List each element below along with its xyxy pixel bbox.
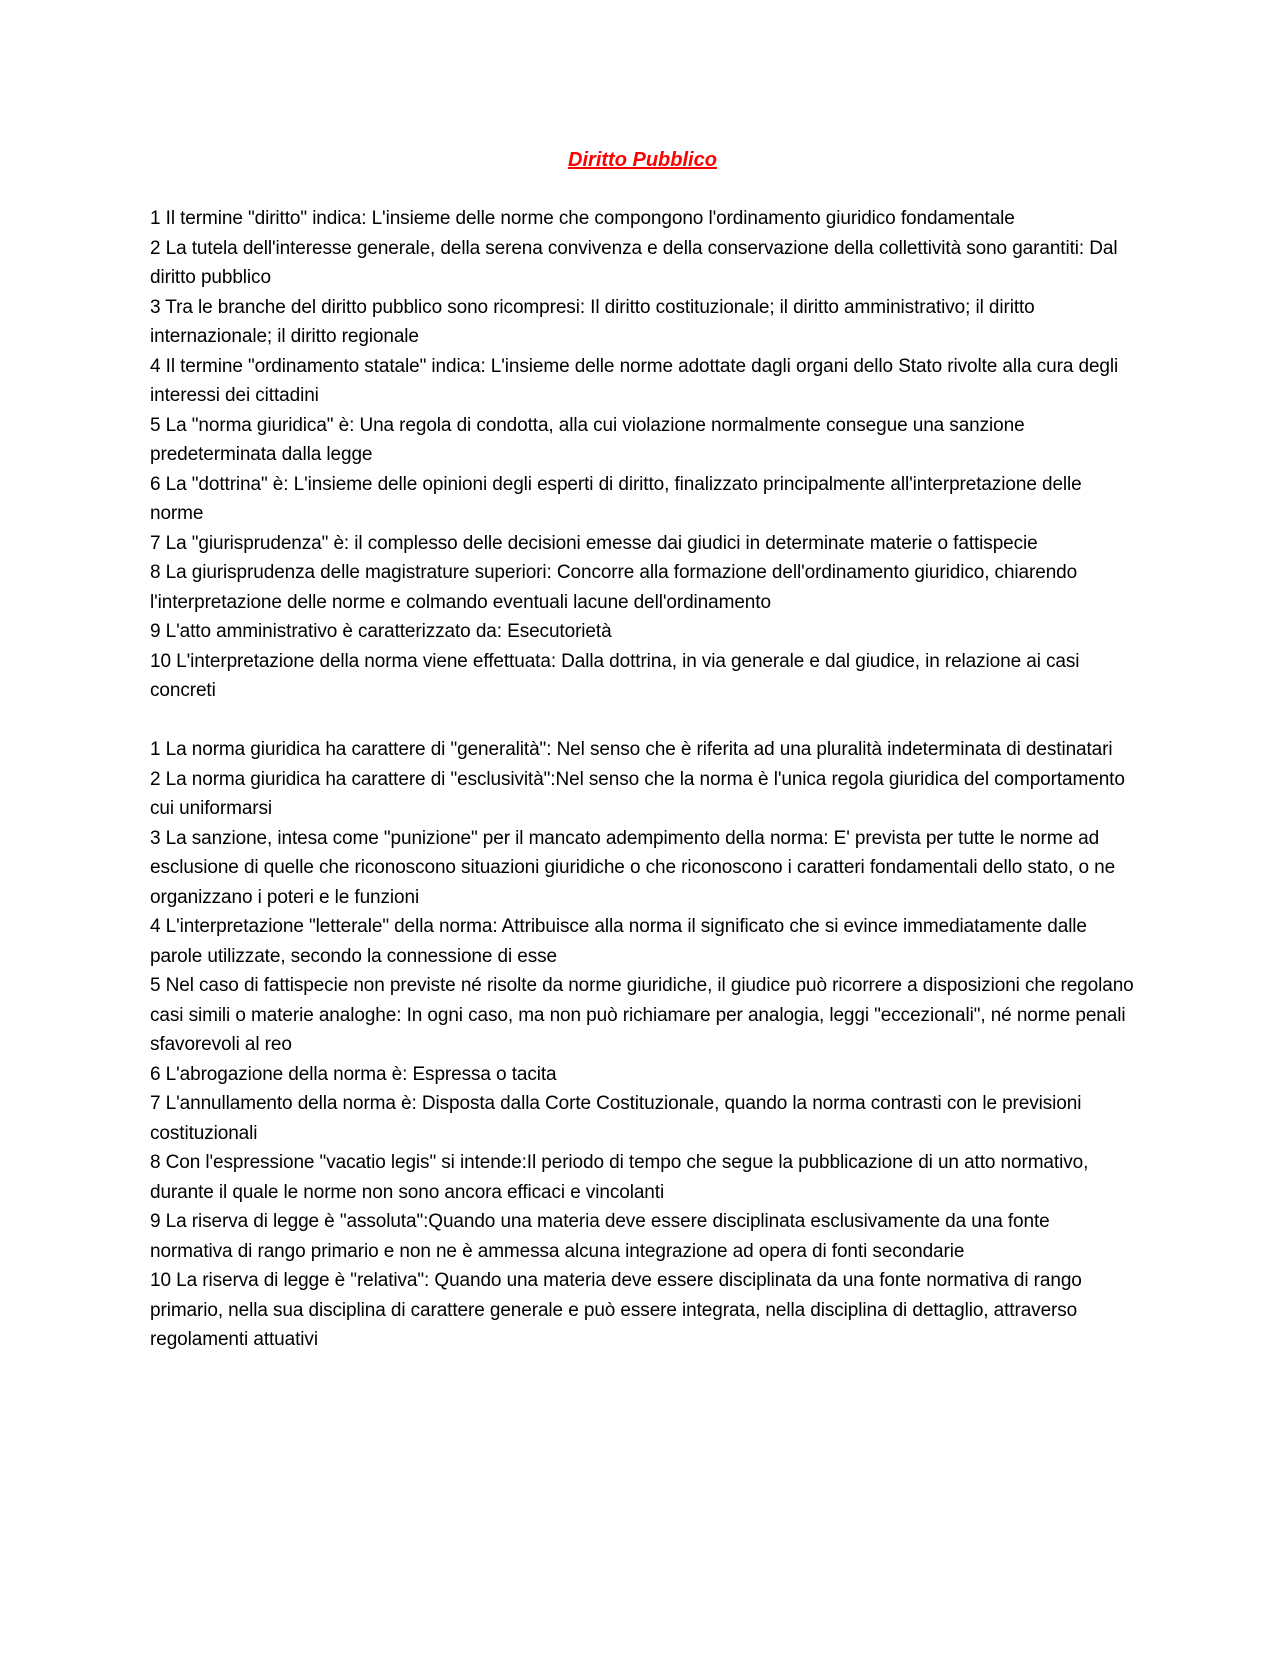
paragraph: 1 La norma giuridica ha carattere di "generalità": Nel senso che è riferita ad una pluralità indeterminata di destinatari bbox=[150, 739, 1113, 760]
paragraph: 5 Nel caso di fattispecie non previste né risolte da norme giuridiche, il giudice può ricorrere a disposizioni che regolano casi simili o materie analoghe: In ogni caso, ma non può richiamare per analogia, leggi "eccezionali", né norme penali sfavorevoli al reo bbox=[150, 975, 1134, 1055]
paragraph: 10 La riserva di legge è "relativa": Quando una materia deve essere disciplinata da una fonte normativa di rango primario, nella sua disciplina di carattere generale e può essere integrata, nella disciplina di dettaglio, attraverso regolamenti attuativi bbox=[150, 1270, 1082, 1350]
paragraph: 8 La giurisprudenza delle magistrature superiori: Concorre alla formazione dell'ordinamento giuridico, chiarendo l'interpretazione delle norme e colmando eventuali lacune dell'ordinamento bbox=[150, 562, 1078, 613]
paragraph: 3 La sanzione, intesa come "punizione" per il mancato adempimento della norma: E' prevista per tutte le norme ad esclusione di quelle che riconoscono situazioni giuridiche o che riconoscono i caratteri fondamentali dello stato, o ne organizzano i poteri e le funzioni bbox=[150, 827, 1116, 908]
paragraph: 7 La "giurisprudenza" è: il complesso delle decisioni emesse dai giudici in determinate materie o fattispecie bbox=[150, 532, 1038, 554]
paragraph: 10 L'interpretazione della norma viene effettuata: Dalla dottrina, in via generale e dal giudice, in relazione ai casi concreti bbox=[150, 650, 1080, 701]
document-page bbox=[150, 148, 1135, 1355]
paragraph: 9 L'atto amministrativo è caratterizzato da: Esecutorietà bbox=[150, 621, 612, 642]
paragraph: 5 La "norma giuridica" è: Una regola di condotta, alla cui violazione normalmente consegue una sanzione predeterminata dalla legge bbox=[150, 414, 1025, 465]
document-title: Diritto Pubblico bbox=[568, 149, 717, 171]
paragraph: 2 La tutela dell'interesse generale, della serena convivenza e della conservazione della collettività sono garantiti: Dal diritto pubblico bbox=[150, 237, 1118, 288]
paragraph: 6 L'abrogazione della norma è: Espressa o tacita bbox=[150, 1063, 557, 1085]
section-2 bbox=[150, 735, 1135, 1355]
section-spacer bbox=[150, 706, 1135, 736]
paragraph: 9 La riserva di legge è "assoluta":Quando una materia deve essere disciplinata esclusivamente da una fonte normativa di rango primario e non ne è ammessa alcuna integrazione ad opera di fonti secondarie bbox=[150, 1211, 1050, 1262]
paragraph: 2 La norma giuridica ha carattere di "esclusività":Nel senso che la norma è l'unica regola giuridica del comportamento cui uniformarsi bbox=[150, 768, 1125, 819]
paragraph: 4 Il termine "ordinamento statale" indica: L'insieme delle norme adottate dagli organi dello Stato rivolte alla cura degli interessi dei cittadini bbox=[150, 355, 1119, 406]
paragraph: 6 La "dottrina" è: L'insieme delle opinioni degli esperti di diritto, finalizzato principalmente all'interpretazione delle norme bbox=[150, 473, 1082, 524]
paragraph: 7 L'annullamento della norma è: Disposta dalla Corte Costituzionale, quando la norma contrasti con le previsioni costituzionali bbox=[150, 1093, 1082, 1144]
paragraph: 4 L'interpretazione "letterale" della norma: Attribuisce alla norma il significato che si evince immediatamente dalle parole utilizzate, secondo la connessione di esse bbox=[150, 916, 1087, 967]
section-1 bbox=[150, 204, 1135, 706]
paragraph: 1 Il termine "diritto" indica: L'insieme delle norme che compongono l'ordinamento giuridico fondamentale bbox=[150, 208, 1015, 229]
paragraph: 8 Con l'espressione "vacatio legis" si intende:Il periodo di tempo che segue la pubblicazione di un atto normativo, durante il quale le norme non sono ancora efficaci e vincolanti bbox=[150, 1152, 1089, 1203]
paragraph: 3 Tra le branche del diritto pubblico sono ricompresi: Il diritto costituzionale; il diritto amministrativo; il diritto internazionale; il diritto regionale bbox=[150, 296, 1035, 347]
